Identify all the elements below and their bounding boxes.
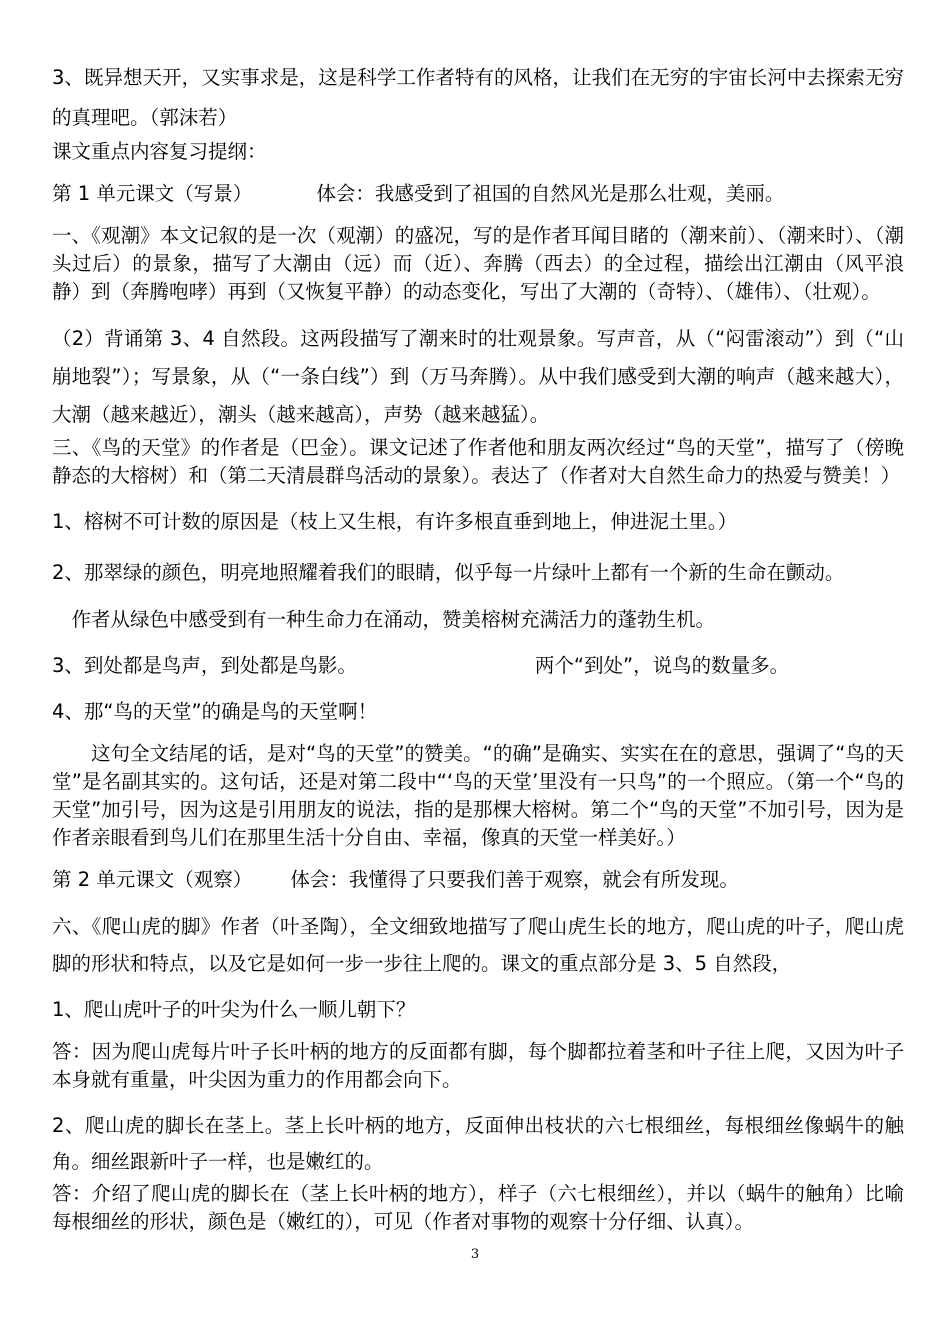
unit-2-title: 第 2 单元课文（观察） bbox=[52, 868, 253, 891]
banyan-sentence-4: 4、那“鸟的天堂”的确是鸟的天堂啊！ bbox=[52, 700, 378, 723]
banyan-sentence-2: 2、那翠绿的颜色，明亮地照耀着我们的眼睛，似乎每一片绿叶上都有一个新的生命在颤动。 bbox=[52, 561, 845, 584]
lesson-guanchao-recitation: （2）背诵第 3、4 自然段。这两段描写了潮来时的壮观景象。写声音，从（“闷雷滚动”）到（“山崩地裂”）；写景象，从（“一条白线”）到（万马奔腾）。从中我们感受到大潮的响声（越来越大），大潮（越来越近），潮头（越来越高），声势（越来越猛）。 bbox=[52, 327, 904, 426]
pashanhu-answer-1: 答：因为爬山虎每片叶子长叶柄的地方的反面都有脚，每个脚都拉着茎和叶子往上爬，又因为叶子本身就有重量，叶尖因为重力的作用都会向下。 bbox=[52, 1040, 904, 1091]
unit-2-heading bbox=[52, 866, 904, 894]
banyan-sentence-2-note: 作者从绿色中感受到有一种生命力在涌动，赞美榕树充满活力的蓬勃生机。 bbox=[71, 608, 716, 631]
outline-heading: 课文重点内容复习提纲： bbox=[52, 140, 267, 163]
banyan-sentence-3-text: 3、到处都是鸟声，到处都是鸟影。 bbox=[52, 654, 357, 677]
pashanhu-answer-2: 答：介绍了爬山虎的脚长在（茎上长叶柄的地方），样子（六七根细丝），并以（蜗牛的触角）比喻每根细丝的形状，颜色是（嫩红的），可见（作者对事物的观察十分仔细、认真）。 bbox=[52, 1182, 904, 1233]
quote-paragraph: 3、既异想天开，又实事求是，这是科学工作者特有的风格，让我们在无穷的宇宙长河中去探索无穷的真理吧。（郭沫若） bbox=[52, 66, 904, 129]
banyan-sentence-3 bbox=[52, 652, 904, 680]
banyan-question-1: 1、榕树不可计数的原因是（枝上又生根，有许多根直垂到地上，伸进泥土里。） bbox=[52, 510, 738, 533]
page-number: 3 bbox=[470, 1247, 480, 1262]
unit-1-title: 第 1 单元课文（写景） bbox=[52, 182, 253, 205]
pashanhu-question-1: 1、爬山虎叶子的叶尖为什么一顺儿朝下？ bbox=[52, 998, 416, 1021]
unit-1-heading bbox=[52, 180, 904, 208]
lesson-guanchao-paragraph: 一、《观潮》本文记叙的是一次（观潮）的盛况，写的是作者耳闻目睹的（潮来前）、（潮来时）、（潮头过后）的景象，描写了大潮由（远）而（近）、奔腾（西去）的全过程，描绘出江潮由（风平浪静）到（奔腾咆哮）再到（又恢复平静）的动态变化，写出了大潮的（奇特）、（雄伟）、（壮观）。 bbox=[52, 224, 904, 303]
unit-2-reflection: 体会：我懂得了只要我们善于观察，就会有所发现。 bbox=[290, 868, 739, 891]
lesson-niaodetiantang-paragraph: 三、《鸟的天堂》的作者是（巴金）。课文记述了作者他和朋友两次经过“鸟的天堂”，描写了（傍晚静态的大榕树）和（第二天清晨群鸟活动的景象）。表达了（作者对大自然生命力的热爱与赞美！） bbox=[52, 436, 904, 487]
pashanhu-sentence-2: 2、爬山虎的脚长在茎上。茎上长叶柄的地方，反面伸出枝状的六七根细丝，每根细丝像蜗牛的触角。细丝跟新叶子一样，也是嫩红的。 bbox=[52, 1114, 904, 1173]
lesson-pashanhu-paragraph: 六、《爬山虎的脚》作者（叶圣陶），全文细致地描写了爬山虎生长的地方，爬山虎的叶子，爬山虎脚的形状和特点，以及它是如何一步一步往上爬的。课文的重点部分是 3、5 自然段， bbox=[52, 915, 904, 975]
banyan-sentence-4-explanation: 这句全文结尾的话，是对“鸟的天堂”的赞美。“的确”是确实、实实在在的意思，强调了“鸟的天堂”是名副其实的。这句话，还是对第二段中“‘鸟的天堂’里没有一只鸟”的一个照应。（第一个“鸟的天堂”加引号，因为这是引用朋友的说法，指的是那棵大榕树。第二个“鸟的天堂”不加引号，因为是作者亲眼看到鸟儿们在那里生活十分自由、幸福，像真的天堂一样美好。） bbox=[52, 742, 904, 849]
unit-1-reflection: 体会：我感受到了祖国的自然风光是那么壮观，美丽。 bbox=[316, 182, 785, 205]
document-body bbox=[52, 58, 904, 1236]
banyan-sentence-3-note: 两个“到处”，说鸟的数量多。 bbox=[534, 654, 790, 677]
